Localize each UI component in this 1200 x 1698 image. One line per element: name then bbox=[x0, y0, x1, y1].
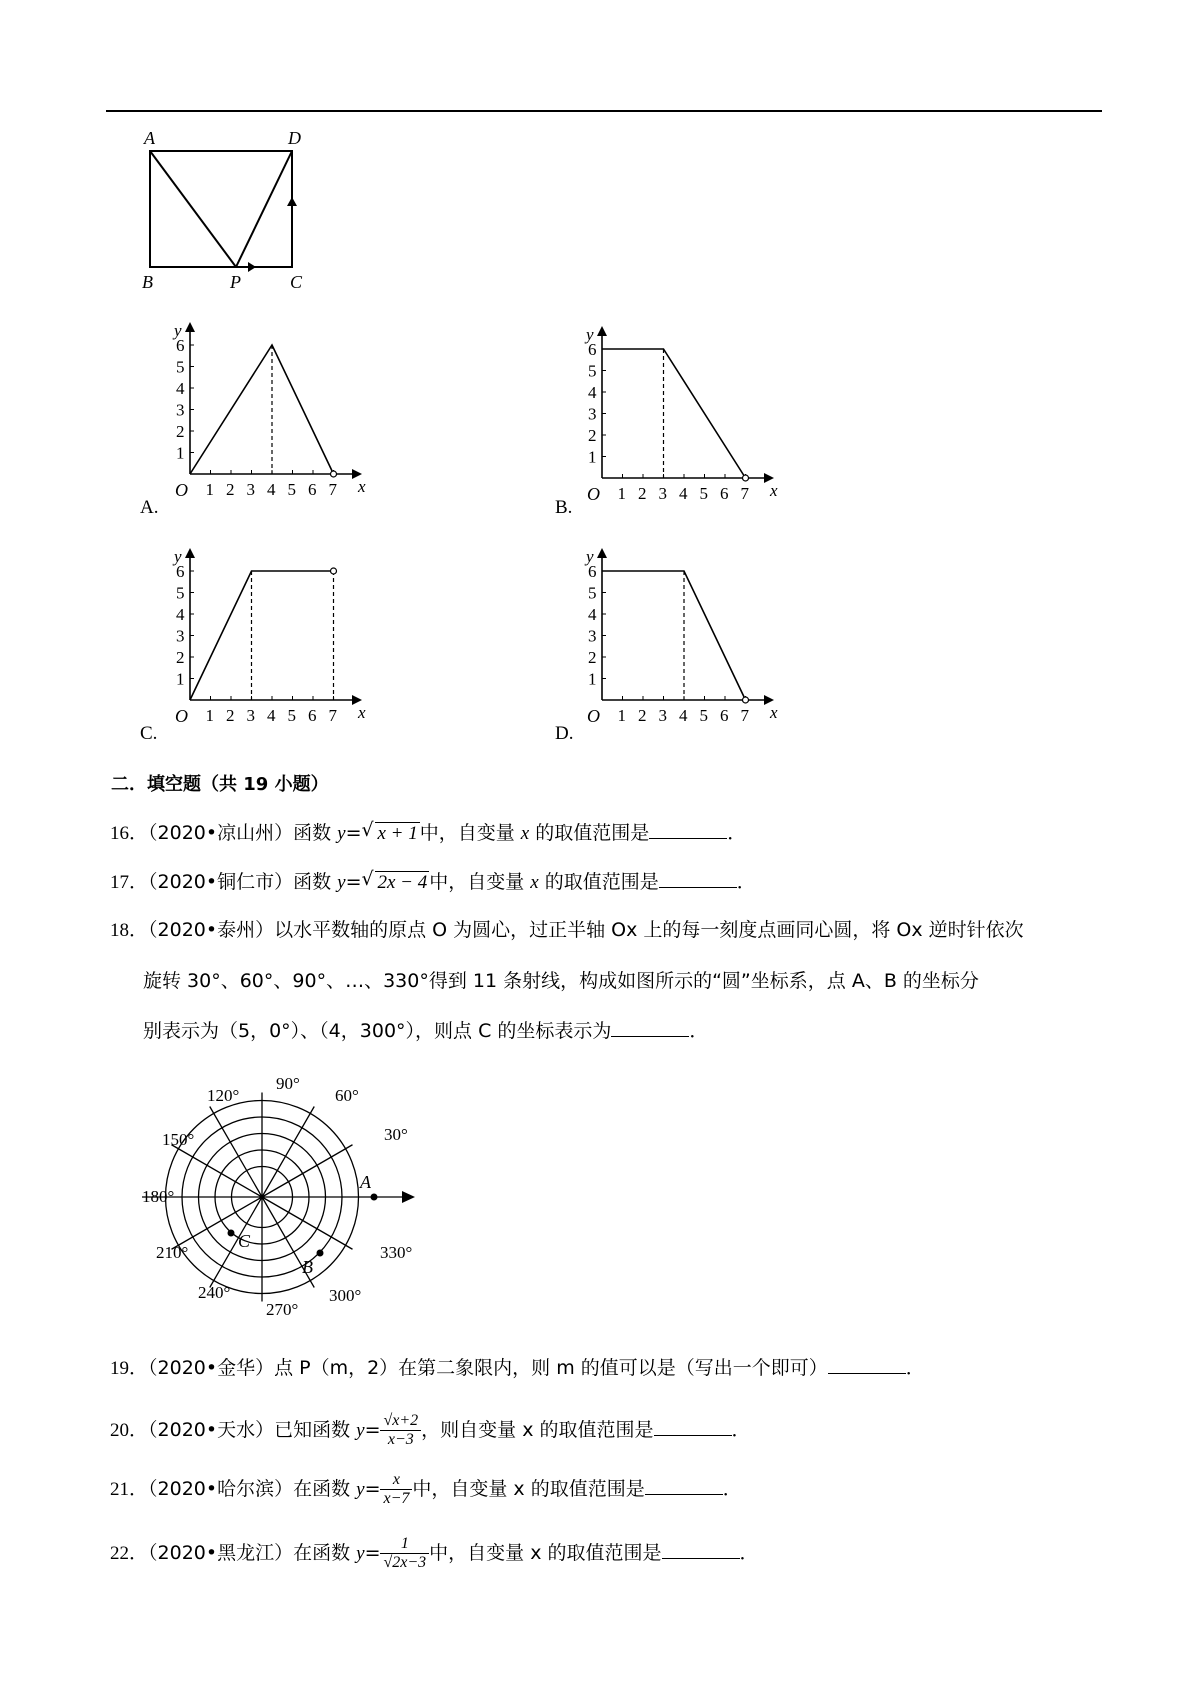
x-tick-label: 3 bbox=[658, 484, 667, 503]
y-tick-label: 1 bbox=[588, 669, 597, 689]
angle-330: 330° bbox=[380, 1243, 413, 1262]
origin-label: O bbox=[587, 484, 600, 504]
question-20: 20．（2020•天水）已知函数 y= $\frac{√x+2}{x-3}$ ，则自变量 x 的取值范围是 ． bbox=[110, 1412, 751, 1448]
y-tick-label: 2 bbox=[588, 426, 597, 445]
y-axis-arrow bbox=[185, 322, 195, 332]
x-axis-label: x bbox=[358, 477, 366, 496]
option-c-label: C. bbox=[140, 723, 158, 744]
x-tick-label: 4 bbox=[679, 706, 688, 725]
y-tick-label: 2 bbox=[588, 648, 597, 667]
series-line bbox=[190, 571, 334, 700]
angle-150: 150° bbox=[162, 1130, 195, 1149]
x-tick-label: 4 bbox=[267, 480, 276, 499]
y-tick-label: 2 bbox=[176, 648, 185, 667]
option-c-graph bbox=[174, 547, 398, 738]
angle-240: 240° bbox=[198, 1283, 231, 1302]
point-B: B bbox=[302, 1257, 313, 1277]
question-18: 18．（2020•泰州）以水平数轴的原点 O 为圆心，过正半轴 Ox 上的每一刻度点画同心圆，将 Ox 逆时针依次 旋转 30°、60°、90°、…、330°得到 11 条射线，构成如图所示的“圆”坐标系，点 A、B 的坐标分 别表示为（5，0°）、（4，300°），则点 C 的坐标表示为 ． bbox=[110, 919, 1024, 1042]
series-line bbox=[602, 571, 746, 700]
endpoint-open-circle bbox=[743, 697, 749, 703]
x-tick-label: 1 bbox=[205, 706, 214, 725]
option-d-graph bbox=[586, 547, 810, 738]
x-tick-label: 3 bbox=[246, 480, 255, 499]
rectangle-figure bbox=[130, 124, 320, 294]
endpoint-open-circle bbox=[331, 471, 337, 477]
angle-60: 60° bbox=[335, 1086, 359, 1105]
x-tick-label: 5 bbox=[287, 480, 296, 499]
section-title: 二．填空题（共 19 小题） bbox=[111, 774, 329, 795]
y-tick-label: 5 bbox=[588, 361, 597, 381]
y-tick-label: 5 bbox=[176, 583, 185, 603]
series-line bbox=[190, 345, 334, 474]
option-d-label: D. bbox=[555, 723, 574, 744]
endpoint-open-circle bbox=[743, 475, 749, 481]
x-tick-label: 6 bbox=[720, 484, 729, 503]
answer-blank-19 bbox=[828, 1355, 906, 1374]
x-axis-label: x bbox=[770, 703, 778, 722]
y-tick-label: 1 bbox=[588, 447, 597, 467]
y-tick-label: 4 bbox=[176, 605, 185, 624]
y-tick-label: 1 bbox=[176, 443, 185, 463]
y-tick-label: 6 bbox=[176, 336, 185, 355]
x-tick-label: 7 bbox=[740, 484, 749, 503]
x-tick-label: 6 bbox=[308, 480, 317, 499]
x-tick-label: 1 bbox=[617, 706, 626, 725]
label-A: A bbox=[144, 128, 155, 148]
y-tick-label: 5 bbox=[588, 583, 597, 603]
x-tick-label: 3 bbox=[658, 706, 667, 725]
label-P: P bbox=[230, 272, 241, 292]
x-tick-label: 5 bbox=[287, 706, 296, 725]
y-tick-label: 6 bbox=[588, 340, 597, 359]
x-tick-label: 2 bbox=[226, 706, 235, 725]
x-tick-label: 6 bbox=[720, 706, 729, 725]
y-tick-label: 1 bbox=[176, 669, 185, 689]
x-tick-label: 6 bbox=[308, 706, 317, 725]
x-tick-label: 2 bbox=[638, 484, 647, 503]
x-tick-label: 3 bbox=[246, 706, 255, 725]
y-tick-label: 6 bbox=[588, 562, 597, 581]
x-tick-label: 5 bbox=[699, 706, 708, 725]
answer-blank-22 bbox=[662, 1540, 740, 1559]
y-tick-label: 6 bbox=[176, 562, 185, 581]
angle-180: 180° bbox=[142, 1187, 175, 1206]
y-tick-label: 4 bbox=[176, 379, 185, 398]
x-axis-label: x bbox=[358, 703, 366, 722]
x-tick-label: 5 bbox=[699, 484, 708, 503]
x-tick-label: 2 bbox=[226, 480, 235, 499]
answer-blank-17 bbox=[659, 869, 737, 888]
y-tick-label: 4 bbox=[588, 605, 597, 624]
option-b-label: B. bbox=[555, 497, 573, 518]
y-axis-label: y bbox=[174, 321, 182, 340]
angle-30: 30° bbox=[384, 1125, 408, 1144]
x-tick-label: 1 bbox=[205, 480, 214, 499]
y-axis-label: y bbox=[586, 547, 594, 566]
angle-120: 120° bbox=[207, 1086, 240, 1105]
y-tick-label: 3 bbox=[176, 400, 185, 420]
angle-90: 90° bbox=[276, 1074, 300, 1093]
x-tick-label: 2 bbox=[638, 706, 647, 725]
question-22: 22．（2020•黑龙江）在函数 y= $\frac{1}{√2x-3}$ 中，自变量 x 的取值范围是 ． bbox=[110, 1535, 759, 1571]
x-tick-label: 7 bbox=[740, 706, 749, 725]
origin-label: O bbox=[587, 706, 600, 726]
x-axis-label: x bbox=[770, 481, 778, 500]
y-axis-arrow bbox=[597, 548, 607, 558]
angle-270: 270° bbox=[266, 1300, 299, 1319]
x-tick-label: 7 bbox=[328, 480, 337, 499]
option-a-label: A. bbox=[140, 497, 159, 518]
answer-blank-21 bbox=[645, 1476, 723, 1495]
question-16: 16．（2020•凉山州）函数 y= √ x + 1 中，自变量 x 的取值范围是 ． bbox=[110, 819, 747, 844]
endpoint-open-circle bbox=[331, 568, 337, 574]
x-tick-label: 7 bbox=[328, 706, 337, 725]
label-C: C bbox=[290, 272, 303, 292]
y-axis-arrow bbox=[597, 326, 607, 336]
answer-blank-16 bbox=[649, 820, 727, 839]
y-tick-label: 5 bbox=[176, 357, 185, 377]
y-tick-label: 3 bbox=[588, 404, 597, 424]
label-B: B bbox=[142, 272, 153, 292]
option-b-graph bbox=[586, 325, 810, 516]
y-axis-label: y bbox=[174, 547, 182, 566]
x-tick-label: 1 bbox=[617, 484, 626, 503]
angle-300: 300° bbox=[329, 1286, 362, 1305]
origin-label: O bbox=[175, 706, 188, 726]
polar-coordinate-figure bbox=[130, 1065, 430, 1325]
header-rule bbox=[106, 110, 1102, 112]
answer-blank-18 bbox=[611, 1018, 689, 1037]
x-tick-label: 4 bbox=[679, 484, 688, 503]
angle-210: 210° bbox=[156, 1243, 189, 1262]
origin-label: O bbox=[175, 480, 188, 500]
question-19: 19．（2020•金华）点 P（m，2）在第二象限内，则 m 的值可以是（写出一个即可） ． bbox=[110, 1357, 925, 1379]
answer-blank-20 bbox=[654, 1417, 732, 1436]
y-tick-label: 3 bbox=[176, 626, 185, 646]
series-line bbox=[602, 349, 746, 478]
y-tick-label: 2 bbox=[176, 422, 185, 441]
y-tick-label: 4 bbox=[588, 383, 597, 402]
y-axis-label: y bbox=[586, 325, 594, 344]
label-D: D bbox=[288, 128, 301, 148]
question-21: 21．（2020•哈尔滨）在函数 y= $\frac{x}{x-7}$ 中，自变量 x 的取值范围是 ． bbox=[110, 1471, 742, 1507]
y-tick-label: 3 bbox=[588, 626, 597, 646]
option-a-graph bbox=[174, 321, 398, 512]
point-A: A bbox=[360, 1172, 371, 1192]
point-C: C bbox=[238, 1231, 251, 1251]
x-tick-label: 4 bbox=[267, 706, 276, 725]
y-axis-arrow bbox=[185, 548, 195, 558]
question-17: 17．（2020•铜仁市）函数 y= √ 2x − 4 中，自变量 x 的取值范围是 ． bbox=[110, 868, 756, 893]
